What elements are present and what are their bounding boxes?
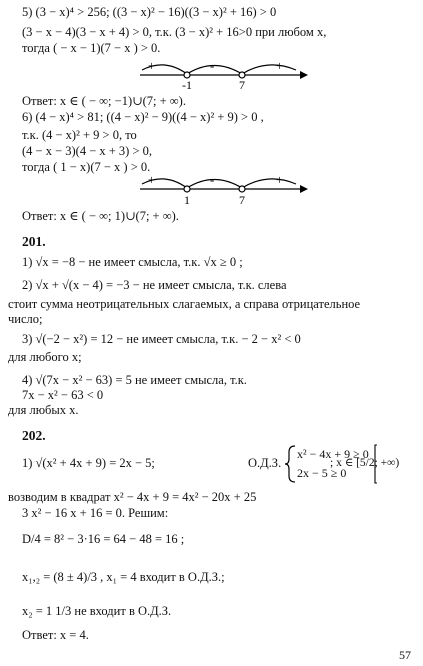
p201-item2: 2) √x + √(x − 4) = −3 − не имеет смысла, т.к. слева	[22, 278, 287, 292]
p202-odz-row1: x² − 4x + 9 ≥ 0	[297, 447, 369, 461]
p202-discriminant: D/4 = 8² − 3·16 = 64 − 48 = 16 ;	[22, 532, 185, 546]
axis1-tick-1: -1	[182, 78, 192, 92]
axis2-plus-left: +	[148, 172, 156, 187]
block5-line2: (3 − x − 4)(3 − x + 4) > 0, т.к. (3 − x)² + 16>0 при любом x,	[22, 25, 327, 39]
block6-answer: Ответ: x ∈ ( − ∞; 1)∪(7; + ∞).	[22, 209, 179, 223]
axis2-tick-2: 7	[239, 193, 245, 207]
block6-line2: т.к. (4 − x)² + 9 > 0, то	[22, 128, 137, 142]
problem-201-heading: 201.	[22, 234, 46, 249]
p201-item3: 3) √(−2 − x²) = 12 − не имеет смысла, т.к. − 2 − x² < 0	[22, 332, 301, 346]
block5-line1: 5) (3 − x)⁴ > 256; ((3 − x)² − 16)((3 − x)² + 16) > 0	[22, 5, 277, 19]
axis2-tick-1: 1	[184, 193, 190, 207]
p201-item2-cont2: число;	[8, 312, 43, 326]
block6-line4: тогда ( 1 − x)(7 − x ) > 0.	[22, 160, 151, 174]
axis2-minus-mid: -	[210, 172, 215, 187]
axis2-plus-right: +	[276, 172, 284, 187]
axis1-minus-mid: -	[210, 58, 215, 73]
p201-item4-cont: 7x − x² − 63 < 0	[22, 388, 104, 402]
axis1-plus-right: +	[276, 58, 284, 73]
axis1-plus-left: +	[148, 58, 156, 73]
axis1-tick-2: 7	[239, 78, 245, 92]
p202-odz-interval: ; x ∈ [5/2; +∞)	[330, 457, 400, 469]
problem-202-heading: 202.	[22, 428, 46, 443]
block6-line3: (4 − x − 3)(4 − x + 3) > 0,	[22, 144, 153, 158]
p201-item3-cont: для любого x;	[8, 350, 82, 364]
p202-roots: x₁,₂ = (8 ± 4)/3 , x₁ = 4 входит в О.Д.З.;	[22, 570, 225, 584]
p201-item1: 1) √x = −8 − не имеет смысла, т.к. √x ≥ 0 ;	[22, 255, 243, 269]
p201-item4-cont2: для любых x.	[8, 403, 79, 417]
p202-x2: x₂ = 1 1/3 не входит в О.Д.З.	[22, 604, 172, 618]
p202-odz-row2: 2x − 5 ≥ 0	[297, 466, 347, 480]
p202-equation: 1) √(x² + 4x + 9) = 2x − 5;	[22, 456, 155, 470]
block5-line3: тогда ( − x − 1)(7 − x ) > 0.	[22, 41, 161, 55]
p202-square: возводим в квадрат x² − 4x + 9 = 4x² − 20x + 25	[8, 490, 257, 504]
p202-answer: Ответ: x = 4.	[22, 628, 89, 642]
p201-item4: 4) √(7x − x² − 63) = 5 не имеет смысла, т.к.	[22, 373, 247, 387]
block6-line1: 6) (4 − x)⁴ > 81; ((4 − x)² − 9)((4 − x)² + 9) > 0 ,	[22, 110, 264, 124]
p202-quadratic: 3 x² − 16 x + 16 = 0. Решим:	[22, 506, 169, 520]
block5-answer: Ответ: x ∈ ( − ∞; −1)∪(7; + ∞).	[22, 94, 186, 108]
p202-odz-label: О.Д.З.	[248, 456, 282, 470]
page-number: 57	[399, 648, 411, 662]
p201-item2-cont: стоит сумма неотрицательных слагаемых, а справа отрицательное	[8, 297, 361, 311]
